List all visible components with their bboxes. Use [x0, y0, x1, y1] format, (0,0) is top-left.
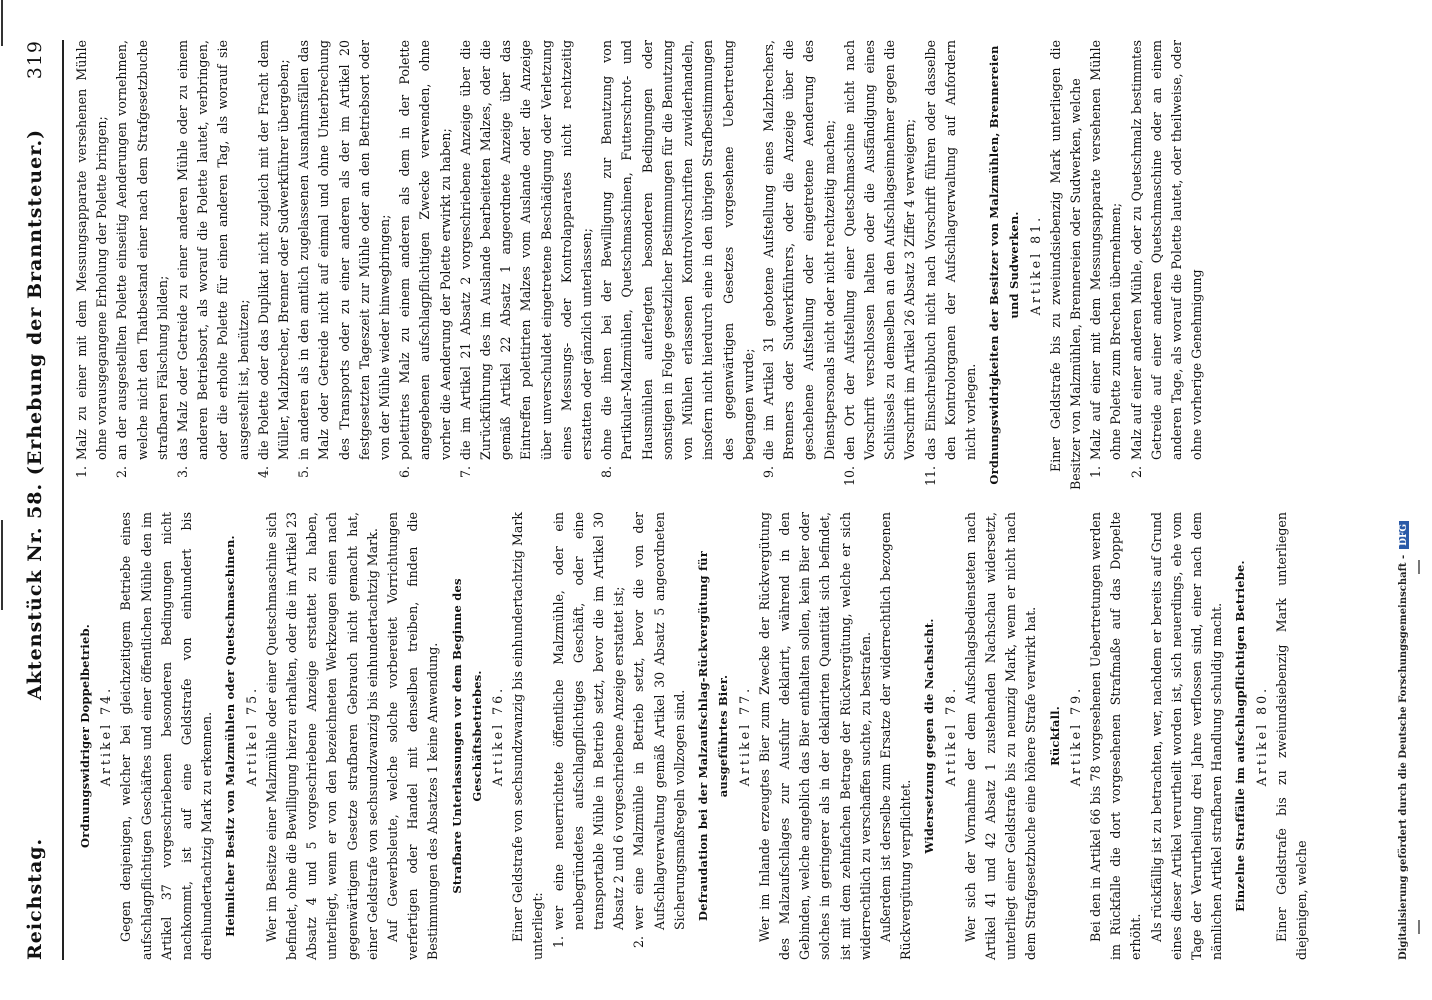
numbered-item [759, 40, 840, 490]
item-text: die im Artikel 31 gebotene Aufstellung eines Malzbrechers, Brenners oder Sudwerkführers, oder die Anzeige über die geschehene Aufstellung oder eingetretene Aenderung des Dienstpersonals nicht oder nicht rechtzeitig machen; [760, 40, 837, 460]
article-title: Artikel 81. [1027, 214, 1043, 316]
numbered-item [72, 40, 112, 490]
article-title: Artikel 78. [942, 685, 958, 787]
item-text: Malz zu einer mit dem Messungsapparate versehenen Mühle ohne vorausgegangene Erholung der Polette bringen; [74, 40, 110, 460]
numbered-item [840, 40, 921, 490]
item-text: die Polette oder das Duplikat nicht zugleich mit der Fracht dem Müller, Malzbrecher, Brenner oder Sudwerkführer übergeben; [255, 40, 292, 460]
item-number: 4. [255, 466, 271, 479]
article-title: Artikel 75. [243, 685, 259, 787]
section-heading: Einzelne Straffälle im aufschlagpflichtigen Betriebe. [1233, 560, 1248, 912]
item-number: 9. [760, 466, 776, 479]
item-number: 5. [296, 466, 312, 479]
section-heading: Defraudation bei der Malzaufschlag-Rückvergütung für ausgeführtes Bier. [696, 551, 731, 921]
digitization-footer [1398, 40, 1409, 960]
item-number: 10. [841, 466, 857, 487]
item-number: 1. [1088, 466, 1104, 479]
section-heading: Rückfall. [1047, 706, 1062, 766]
numbered-item [1127, 40, 1208, 490]
item-number: 11. [922, 466, 938, 487]
article-title: Artikel 74. [98, 685, 114, 787]
numbered-item [1086, 40, 1126, 490]
paragraph: Auf Gewerbsleute, welche solche vorbereitet Vorrichtungen verfertigen oder Handel mit denselben treiben, finden die Bestimmungen des Absatzes 1 keine Anwendung. [385, 512, 441, 960]
paragraph: Außerdem ist derselbe zum Ersatze der widerrechtlich bezogenen Rückvergütung verpflichtet. [877, 512, 914, 960]
item-number: 2. [114, 466, 130, 479]
item-number: 8. [599, 466, 615, 479]
article-title: Artikel 76. [490, 685, 506, 787]
numbered-item [395, 40, 456, 490]
item-text: Malz auf einer mit dem Messungsapparate versehenen Mühle ohne Polette zum Brechen übernehmen; [1088, 40, 1124, 460]
numbered-item [173, 40, 254, 490]
page-number: 319 [24, 40, 46, 80]
item-text: die im Artikel 21 Absatz 2 vorgeschriebene Anzeige über die Zurückführung des im Auslande bearbeiteten Malzes, oder die gemäß Artikel 22 Absatz 1 angeordnete Anzeige über das Eintreffen polettirten Malzes vom Auslande oder die Anzeige über unverschuldet eingetretene Beschädigung oder Verletzung eines Messungs- oder Kontrolapparates nicht rechtzeitig erstatten oder gänzlich unterlassen; [457, 40, 595, 460]
text-column-right [72, 40, 1207, 490]
item-text: ohne die ihnen bei der Bewilligung zur Benutzung von Partikular-Malzmühlen, Quetschmaschinen, Futterschrot- und Hausmühlen auferlegten besonderen Bedingungen oder sonstigen in Folge gesetzlicher Bestimmungen für die Benutzung von Mühlen erlassenen Kontrolvorschriften zuwiderhandeln, insofern nicht hierdurch eine in den übrigen Strafbestimmungen des gegenwärtigen Gesetzes vorgesehene Uebertretung begangen wurde; [599, 40, 756, 460]
item-text: Malz auf einer anderen Mühle, oder zu Quetschmalz bestimmtes Getreide auf einer anderen Quetschmaschine oder an einem anderen Tage, als worauf die Polette lautet, oder theilweise, oder ohne vorherige Genehmigung [1128, 40, 1205, 460]
item-text: wer eine neuerrichtete öffentliche Malzmühle, oder ein neubegründetes aufschlagpflichtiges Geschäft, oder eine transportable Mühle in Betrieb setzt, bevor die im Artikel 30 Absatz 2 und 6 vorgeschriebene Anzeige erstattet ist; [550, 512, 627, 930]
text-column-left [72, 512, 1312, 960]
article-title: Artikel 77. [736, 685, 752, 787]
page-header [18, 40, 58, 960]
item-text: wer eine Malzmühle in Betrieb setzt, bevor die von der Aufschlagverwaltung gemäß Artikel 30 Absatz 5 angeordneten Sicherungsmaßregeln vollzogen sind. [631, 512, 687, 930]
numbered-item [112, 40, 173, 490]
paragraph: Als rückfällig ist zu betrachten, wer, nachdem er bereits auf Grund eines dieser Artikel verurtheilt worden ist, sich neuerdings, ehe vom Tage der Verurtheilung drei Jahre verflossen sind, einer nach dem nämlichen Artikel strafbaren Handlung schuldig macht. [1148, 512, 1225, 960]
section-heading: Ordnungswidriger Doppelbetrieb. [78, 624, 92, 848]
item-text: das Malz oder Getreide zu einer anderen Mühle oder zu einem anderen Betriebsort, als worauf die Polette lautet, verbringen, oder die erholte Polette für einen anderen Tag, als worauf sie ausgestellt ist, benützen; [175, 40, 251, 460]
item-text: das Einschreibbuch nicht nach Vorschrift führen oder dasselbe den Kontrolorganen der Aufschlagverwaltung auf Anfordern nicht vorlegen. [922, 40, 978, 460]
header-left: Reichstag. [24, 837, 46, 960]
dfg-logo: DFG [1399, 521, 1409, 549]
paragraph: Bei den in Artikel 66 bis 78 vorgesehenen Uebertretungen werden im Rückfalle die dort vorgesehenen Strafmaße auf das Doppelte erhöht. [1087, 512, 1144, 960]
paragraph: Gegen denjenigen, welcher bei gleichzeitigem Betriebe eines aufschlagpflichtigen Geschäftes und einer öffentlichen Mühle den im Artikel 37 vorgeschriebenen besonderen Bedingungen nicht nachkommt, ist auf eine Geldstrafe von einhundert bis dreihundertachtzig Mark zu erkennen. [118, 512, 215, 960]
article-title: Artikel 80. [1253, 685, 1269, 787]
section-heading: Ordnungswidrigkeiten der Besitzer von Malzmühlen, Brennereien und Sudwerken. [987, 45, 1022, 485]
item-number: 7. [457, 466, 473, 479]
section-heading: Widersetzung gegen die Nachsicht. [922, 618, 937, 854]
item-text: an der ausgestellten Polette einseitig Aenderungen vornehmen, welche nicht den Thatbestand einer nach dem Strafgesetzbuche strafbaren Fälschung bilden; [114, 40, 170, 460]
numbered-item [597, 40, 759, 490]
numbered-item [921, 40, 982, 490]
item-text: in anderen als in den amtlich zugelassenen Ausnahmsfällen das Malz oder Getreide nicht auf einmal und ohne Unterbrechung des Transports oder zu einer anderen als der im Artikel 20 festgesetzten Tageszeit zur Mühle oder an den Betriebsort oder von der Mühle wieder hinwegbringen; [296, 40, 393, 460]
numbered-item [629, 512, 690, 960]
item-number: 2. [631, 936, 647, 949]
paragraph: Wer im Besitze einer Malzmühle oder einer Quetschmaschine sich befindet, ohne die Bewilligung hierzu erhalten, oder die im Artikel 23 Absatz 4 und 5 vorgeschriebene Anzeige erstattet zu haben, unterliegt, wenn er von den bezeichneten Werkzeugen einen nach gegenwärtigem Gesetze strafbaren Gebrauch nicht gemacht hat, einer Geldstrafe von sechsundzwanzig bis einhundertachtzig Mark. [263, 512, 380, 960]
footer-text: Digitalisierung gefördert durch die Deutsche Forschungsgemeinschaft - [1398, 554, 1409, 960]
item-number: 1. [550, 936, 566, 949]
section-heading: Heimlicher Besitz von Malzmühlen oder Quetschmaschinen. [223, 535, 238, 937]
section-heading: Strafbare Unterlassungen vor dem Beginne des Geschäftsbetriebes. [449, 578, 484, 894]
item-text: polettirtes Malz zu einem anderen als dem in der Polette angegebenen aufschlagpflichtigen Zwecke verwenden, ohne vorher die Aenderung der Polette erwirkt zu haben; [397, 40, 453, 460]
item-number: 1. [74, 466, 89, 479]
header-center: Aktenstück Nr. 58. (Erhebung der Branntsteuer.) [24, 128, 46, 700]
paragraph: Einer Geldstrafe bis zu zweiundsiebenzig Mark unterliegen diejenigen, welche [1273, 512, 1309, 960]
numbered-item [456, 40, 597, 490]
item-number: 6. [397, 466, 413, 479]
item-number: 3. [175, 466, 191, 479]
header-rule [62, 40, 64, 960]
item-text: den Ort der Aufstellung einer Quetschmaschine nicht nach Vorschrift verschlossen halten oder die Ausfändigung eines Schlüssels zu demselben an den Aufschlagseinnehmer gegen die Vorschrift im Artikel 26 Absatz 3 Ziffer 4 verweigern; [841, 40, 918, 460]
paragraph: Einer Geldstrafe von sechsundzwanzig bis einhundertachtzig Mark unterliegt: [510, 512, 546, 960]
paragraph: Einer Geldstrafe bis zu zweiundsiebenzig Mark unterliegen die Besitzer von Malzmühlen, Brennereien oder Sudwerken, welche [1047, 40, 1083, 490]
numbered-item [254, 40, 294, 490]
numbered-item [294, 40, 395, 490]
paragraph: Wer sich der Vornahme der dem Aufschlagsbediensteten nach Artikel 41 und 42 Absatz 1 zustehenden Nachschau widersetzt, unterliegt einer Geldstrafe bis zu neunzig Mark, wenn er nicht nach dem Strafgesetzbuche eine höhere Strafe verwirkt hat. [962, 512, 1039, 960]
item-number: 2. [1128, 466, 1144, 479]
paragraph: Wer im Inlande erzeugtes Bier zum Zwecke der Rückvergütung des Malzaufschlages zur Ausfuhr deklarirt, während in den Gebinden, welche angeblich das Bier enthalten sollen, kein Bier oder solches in geringerer als in der deklarirten Quantität sich befindet, ist mit dem zehnfachen Betrage der Rückvergütung, welche er sich widerrechtlich zu verschaffen suchte, zu bestrafen. [756, 512, 873, 960]
numbered-item [549, 512, 630, 960]
article-title: Artikel 79. [1067, 685, 1083, 787]
